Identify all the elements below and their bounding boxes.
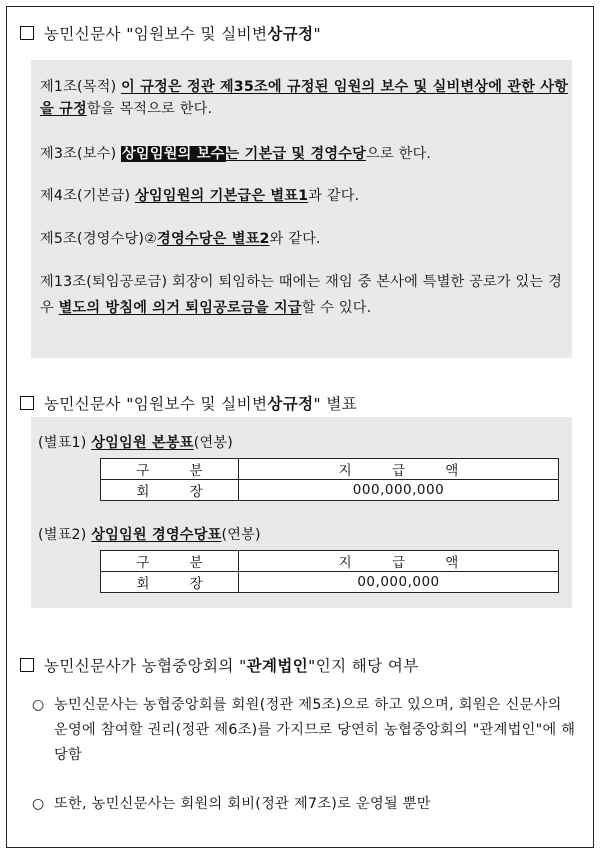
table-row: 회 장 000,000,000: [101, 480, 559, 501]
list-item: ○ 농민신문사는 농협중앙회를 회원(정관 제5조)으로 하고 있으며, 회원은 신문사의 운영에 참여할 권리(정관 제6조)를 가지므로 당연히 농협중앙회의 "관계법인"에 해당함: [32, 693, 580, 768]
list-item: ○ 또한, 농민신문사는 회원의 회비(정관 제7조)로 운영될 뿐만: [32, 792, 580, 817]
section3-heading: 농민신문사가 농협중앙회의 "관계법인"인지 해당 여부: [20, 654, 419, 676]
article-1: 제1조(목적) 이 규정은 정관 제35조에 규정된 임원의 보수 및 실비변상에 관한 사항을 규정함을 목적으로 한다.: [40, 79, 569, 117]
management-allowance-table: [100, 550, 559, 593]
section2-heading: 농민신문사 "임원보수 및 실비변상규정" 별표: [20, 392, 357, 414]
article-13: 제13조(퇴임공로금) 회장이 퇴임하는 때에는 재임 중 본사에 특별한 공로가 있는 경우 별도의 방침에 의거 퇴임공로금을 지급할 수 있다.: [40, 274, 562, 316]
checkbox-square-icon: [20, 658, 34, 672]
article-4: 제4조(기본급) 상임임원의 기본급은 별표1과 같다.: [40, 188, 360, 204]
article-5: 제5조(경영수당)②경영수당은 별표2와 같다.: [40, 231, 321, 247]
section1-heading: 농민신문사 "임원보수 및 실비변상규정": [20, 22, 321, 44]
checkbox-square-icon: [20, 396, 34, 410]
base-salary-table: [100, 458, 559, 501]
table-header-row: 구 분 지 급 액: [101, 459, 559, 480]
table-header-row: 구 분 지 급 액: [101, 551, 559, 572]
circle-bullet-icon: ○: [32, 697, 45, 713]
article-3: 제3조(보수) 상임임원의 보수는 기본급 및 경영수당으로 한다.: [40, 146, 432, 162]
table2-label: (별표2) 상임임원 경영수당표(연봉): [38, 527, 261, 543]
table1-label: (별표1) 상임임원 본봉표(연봉): [38, 435, 233, 451]
circle-bullet-icon: ○: [32, 796, 45, 812]
checkbox-square-icon: [20, 26, 34, 40]
table-row: 회 장 00,000,000: [101, 572, 559, 593]
